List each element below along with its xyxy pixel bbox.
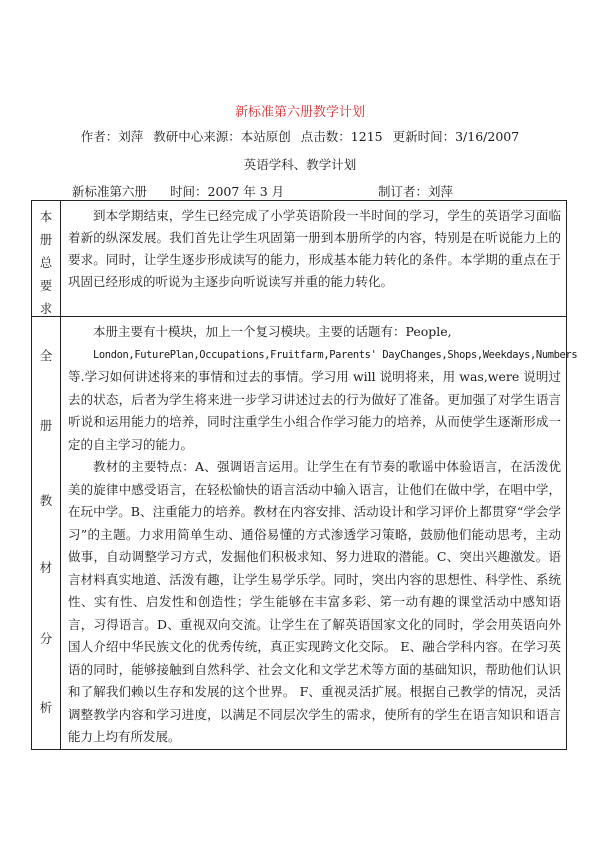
plan-table [31,200,578,750]
section2-content [68,321,578,749]
section2-label-char: 材 [39,560,53,575]
plan-info-row [72,182,542,198]
section2-label-char: 全 [39,348,53,363]
section2-label-char: 析 [39,700,53,715]
meta-hits: 点击数：1215 [300,129,383,144]
section2-label-char: 分 [39,631,53,646]
info-author: 制订者：刘萍 [378,184,454,199]
meta-author: 作者：刘萍 [80,129,144,144]
section2-label-char: 教 [39,493,53,508]
table-row-divider [32,316,566,317]
section2-paragraph-2: 教材的主要特点：A、强调语言运用。让学生在有节奏的歌谣中体验语言，在活泼优美的旋律中感受语言，在轻松愉快的语言活动中输入语言，让他们在做中学，在唱中学，在玩中学。B、注重能力的培养。教材在内容安排、活动设计和学习评价上都贯穿“学会学习”的主题。力求用简单生动、通俗易懂的方式渗透学习策略，鼓励他们能动思考，主动做事，自动调整学习方式，发掘他们积极求知、努力进取的潜能。C、突出兴趣激发。语言材料真实地道、活泼有趣，让学生易学乐学。同时，突出内容的思想性、科学性、系统性、实有性、启发性和创造性；学生能够在丰富多彩、笫一动有趣的课堂活动中感知语言，习得语言。D、重视双向交流。让学生在了解英语国家文化的同时，学会用英语向外国人介绍中华民族文化的优秀传统，真正实现跨文化交际。 E、融合学科内容。在学习英语的同时，能够接触到自然科学、社会文化和文学艺术等方面的基础知识，帮助他们认识和了解我们赖以生存和发展的这个世界。 F、重视灵活扩展。根据自己教学的情况，灵活调整教学内容和学习进度，以满足不同层次学生的需求，使所有的学生在语言知识和语言能力上均有所发展。 [68,459,561,744]
section1-content [68,205,561,293]
section1-label-char: 册 [39,232,53,247]
section2-p1-body: 等.学习如何讲述将来的事情和过去的事情。学习用 will 说明将来，用 was,were 说明过去的状态，后者为学生将来进一步学习讲述过去的行为做好了准备。更加强了对学生语言听说和运用能力的培养，同时注重学生小组合作学习能力的培养，从而使学生逐渐形成一定的自主学习的能力。 [68,369,561,452]
meta-source: 教研中心来源：本站原创 [153,129,291,144]
section1-label-char: 本 [39,209,53,224]
section2-p1-intro: 本册主要有十模块，加上一个复习模块。主要的话题有：People, [93,324,452,339]
page-title: 新标准第六册教学计划 [234,105,365,120]
section1-label-char: 求 [39,301,53,316]
meta-updated: 更新时间：3/16/2007 [392,129,520,144]
section1-label-char: 要 [39,278,53,293]
info-book: 新标准第六册 [72,184,148,199]
subject-heading: 英语学科、教学计划 [243,157,357,172]
section1-paragraph: 到本学期结束，学生已经完成了小学英语阶段一半时间的学习，学生的英语学习面临着新的纵深发展。我们首先让学生巩固第一册到本册所学的内容，特别是在听说能力上的要求。同时，让学生逐步形成读写的能力，形成基本能力转化的条件。本学期的重点在于巩固已经形成的听说为主逐步向听说读写并重的能力转化。 [68,208,561,289]
table-column-divider [60,201,61,749]
section2-label-char: 册 [39,418,53,433]
section2-paragraph-1 [68,321,578,456]
section2-topic-list: London,FuturePlan,Occupations,Fruitfarm,Parents' DayChanges,Shops,Weekdays,Numbers [93,348,578,361]
info-date: 时间：2007 年 3 月 [170,184,285,199]
article-meta [0,127,600,145]
section1-label-char: 总 [39,255,53,270]
